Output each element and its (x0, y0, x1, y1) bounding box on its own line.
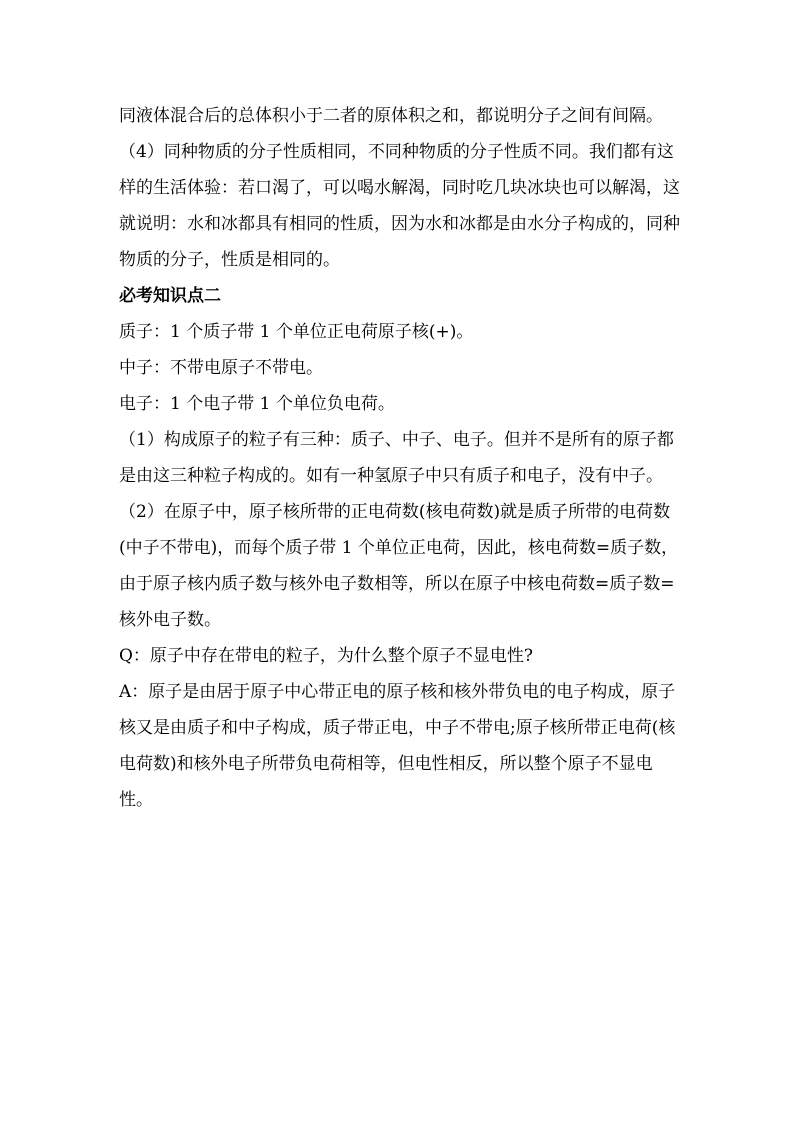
document-page (119, 98, 681, 818)
paragraph-intervals: 同液体混合后的总体积小于二者的原体积之和，都说明分子之间有间隔。 (119, 106, 663, 126)
paragraph-point-2: （2）在原子中，原子核所带的正电荷数(核电荷数)就是质子所带的电荷数(中子不带电)，而每个质子带 1 个单位正电荷，因此，核电荷数=质子数，由于原子核内质子数与核外电子数相等，所以在原子中核电荷数=质子数=核外电子数。 (119, 502, 679, 630)
paragraph-electron: 电子：1 个电子带 1 个单位负电荷。 (119, 394, 395, 414)
paragraph-point-1: （1）构成原子的粒子有三种：质子、中子、电子。但并不是所有的原子都是由这三种粒子构成的。如有一种氢原子中只有质子和电子，没有中子。 (119, 430, 674, 486)
paragraph-question: Q：原子中存在带电的粒子，为什么整个原子不显电性? (119, 646, 534, 666)
paragraph-neutron: 中子：不带电原子不带电。 (119, 358, 323, 378)
section-heading: 必考知识点二 (119, 286, 221, 306)
paragraph-point-4: （4）同种物质的分子性质相同，不同种物质的分子性质不同。我们都有这样的生活体验：若口渴了，可以喝水解渴，同时吃几块冰块也可以解渴，这就说明：水和冰都具有相同的性质，因为水和冰都是由水分子构成的，同种物质的分子，性质是相同的。 (119, 142, 680, 270)
paragraph-proton: 质子：1 个质子带 1 个单位正电荷原子核(+)。 (119, 322, 474, 342)
paragraph-answer: A：原子是由居于原子中心带正电的原子核和核外带负电的电子构成，原子核又是由质子和中子构成，质子带正电，中子不带电;原子核所带正电荷(核电荷数)和核外电子所带负电荷相等，但电性相反，所以整个原子不显电性。 (119, 682, 676, 810)
